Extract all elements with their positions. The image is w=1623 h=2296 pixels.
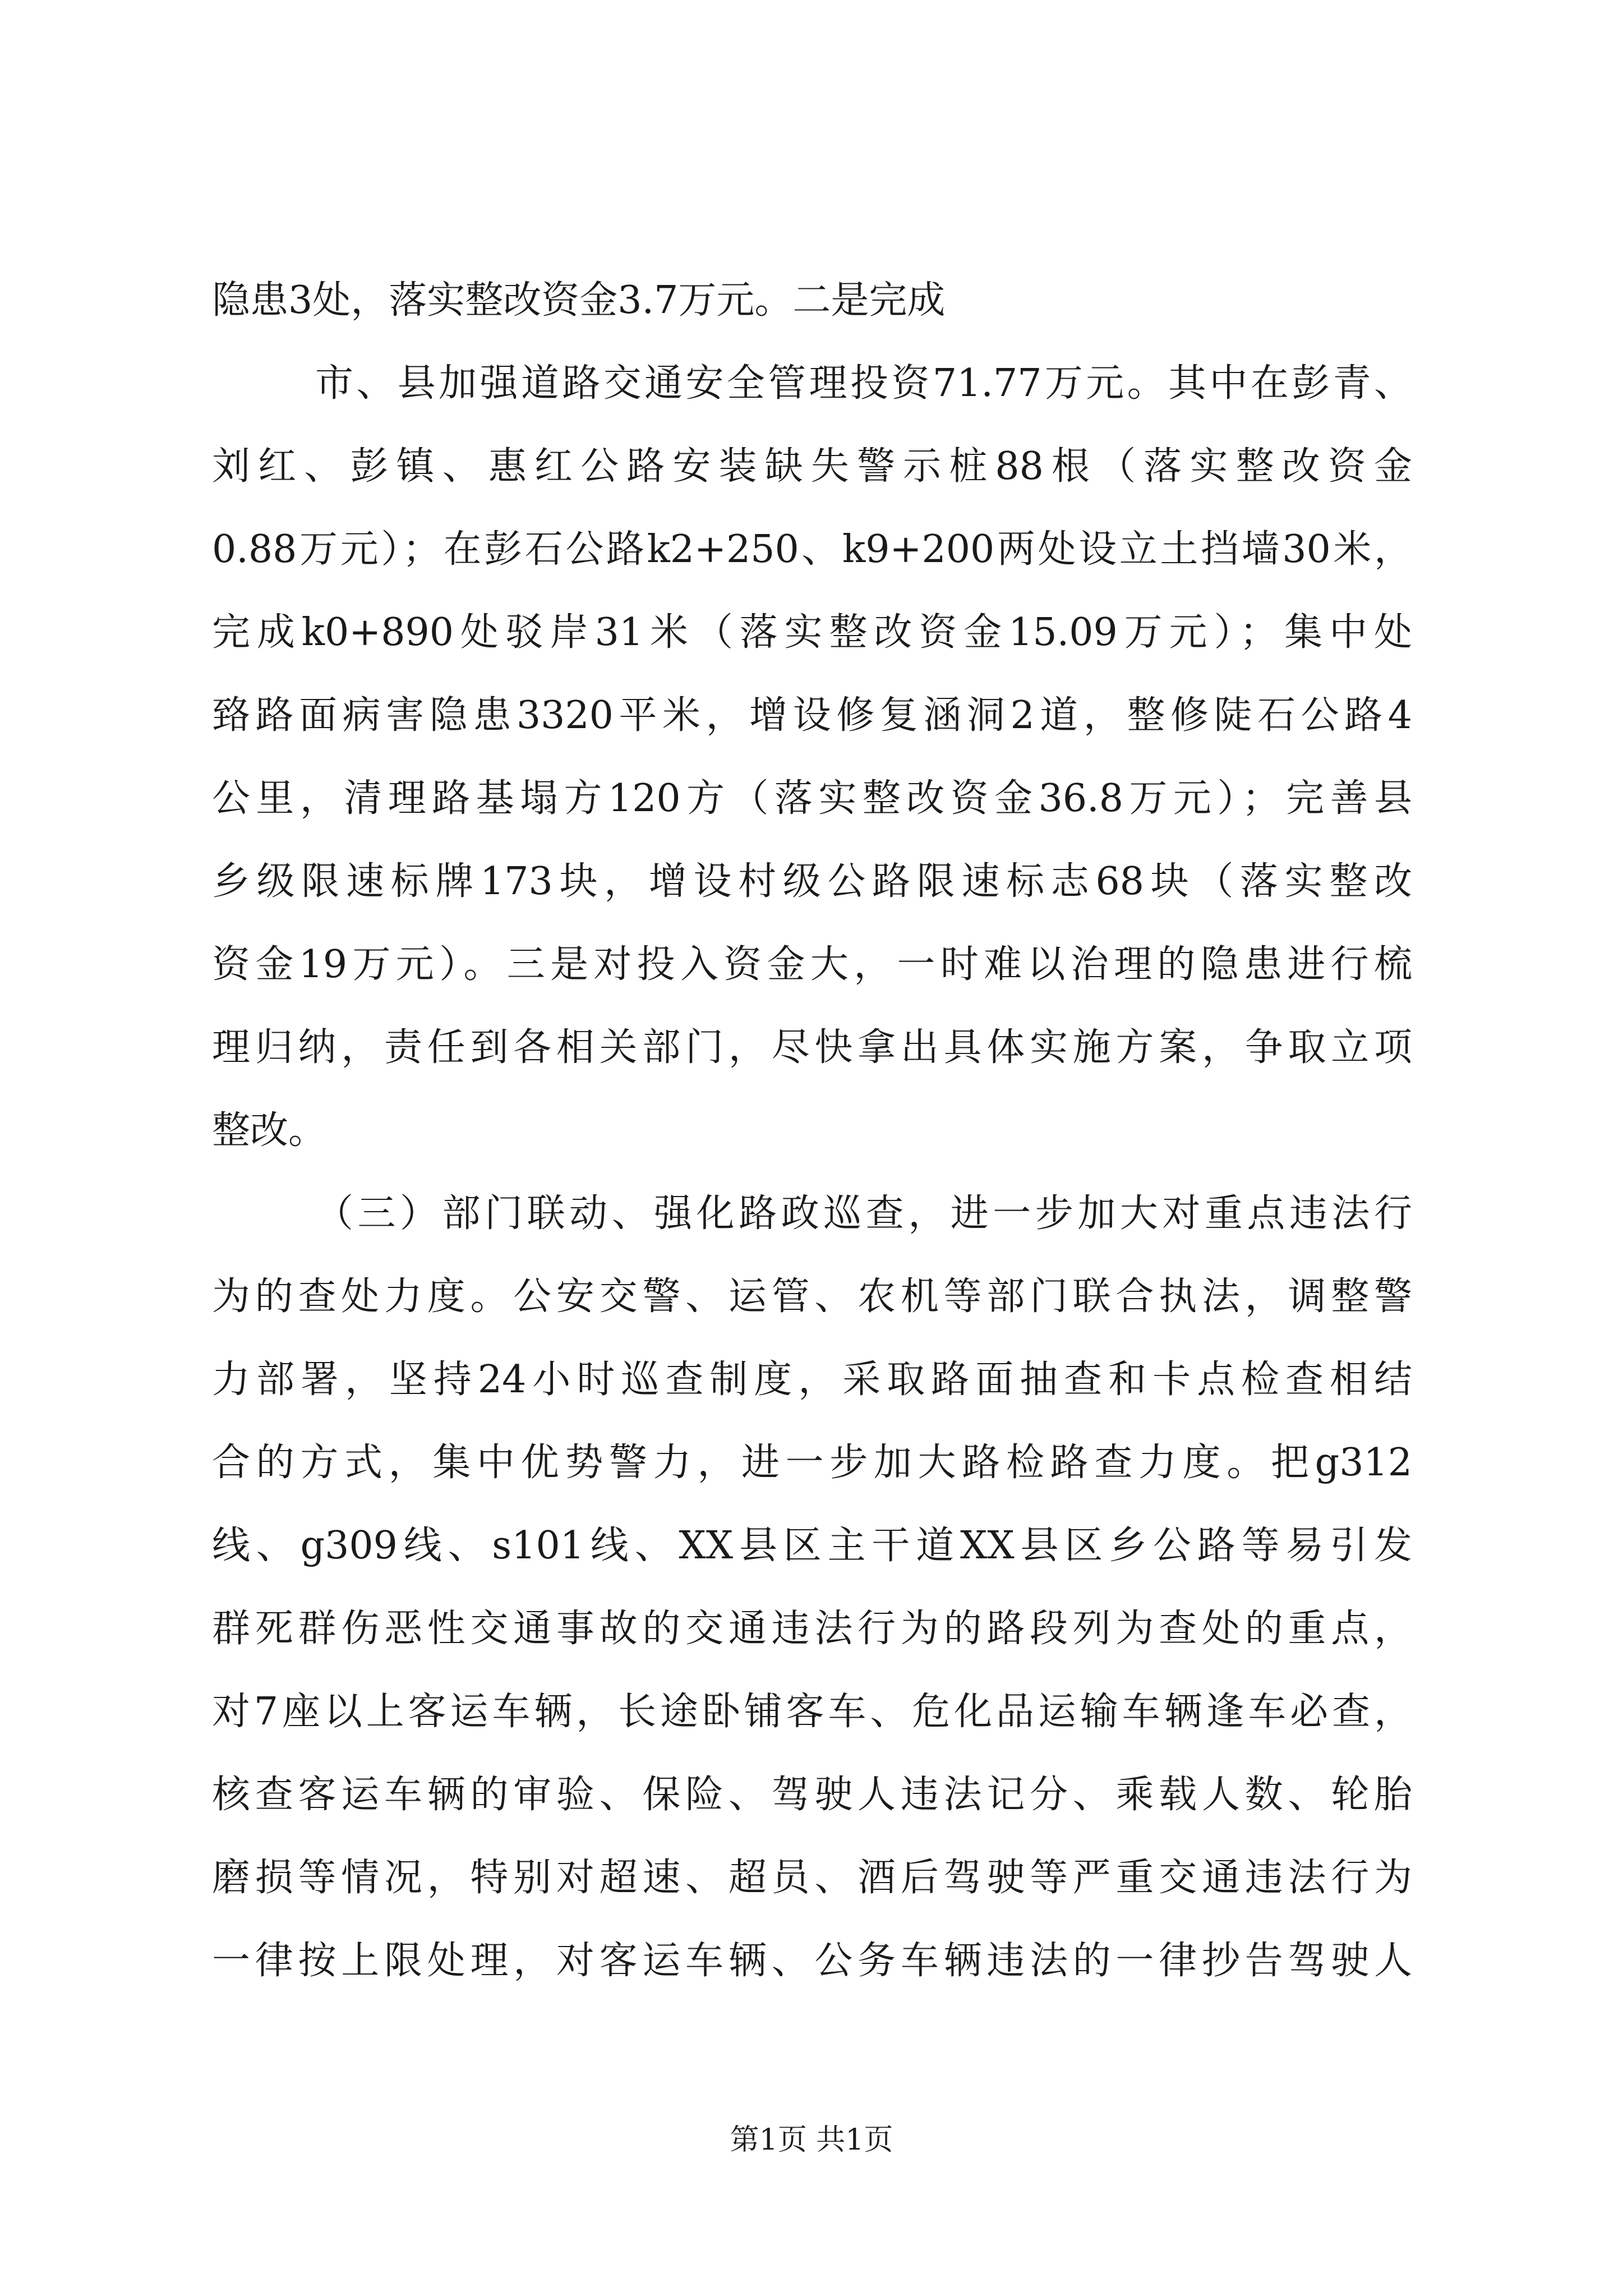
text-line: 合的方式，集中优势警力，进一步加大路检路查力度。把g312: [212, 1441, 1412, 1485]
text-line: 资金19万元）。三是对投入资金大，一时难以治理的隐患进行梳: [212, 942, 1412, 987]
text-line: 乡级限速标牌173块，增设村级公路限速标志68块（落实整改: [212, 859, 1412, 904]
text-line: 对7座以上客运车辆，长途卧铺客车、危化品运输车辆逢车必查，: [212, 1690, 1412, 1734]
text-line: 为的查处力度。公安交警、运管、农机等部门联合执法，调整警: [212, 1274, 1412, 1319]
text-line: 刘红、彭镇、惠红公路安装缺失警示桩88根（落实整改资金: [212, 444, 1412, 489]
text-line: 市、县加强道路交通安全管理投资71.77万元。其中在彭青、: [315, 361, 1412, 406]
document-body: [212, 259, 1412, 2003]
text-line: 完成k0+890处驳岸31米（落实整改资金15.09万元）；集中处: [212, 610, 1412, 655]
text-line: 臵路面病害隐患3320平米，增设修复涵洞2道，整修陡石公路4: [212, 693, 1412, 738]
text-line: 0.88万元）；在彭石公路k2+250、k9+200两处设立土挡墙30米，: [212, 527, 1412, 572]
text-line: 线、g309线、s101线、XX县区主干道XX县区乡公路等易引发: [212, 1524, 1412, 1568]
text-line: 核查客运车辆的审验、保险、驾驶人违法记分、乘载人数、轮胎: [212, 1773, 1412, 1817]
text-line: 群死群伤恶性交通事故的交通违法行为的路段列为查处的重点，: [212, 1607, 1412, 1651]
text-line: 整改。: [212, 1108, 327, 1153]
text-line: 一律按上限处理，对客运车辆、公务车辆违法的一律抄告驾驶人: [212, 1939, 1412, 1983]
text-line: 公里，清理路基塌方120方（落实整改资金36.8万元）；完善县: [212, 776, 1412, 821]
text-line: （三）部门联动、强化路政巡查，进一步加大对重点违法行: [315, 1191, 1412, 1236]
text-line: 磨损等情况，特别对超速、超员、酒后驾驶等严重交通违法行为: [212, 1856, 1412, 1900]
page-footer: 第1页 共1页: [730, 2123, 893, 2157]
text-line: 隐患3处，落实整改资金3.7万元。二是完成: [212, 278, 946, 323]
text-line: 力部署，坚持24小时巡查制度，采取路面抽查和卡点检查相结: [212, 1358, 1412, 1402]
text-line: 理归纳，责任到各相关部门，尽快拿出具体实施方案，争取立项: [212, 1025, 1412, 1070]
